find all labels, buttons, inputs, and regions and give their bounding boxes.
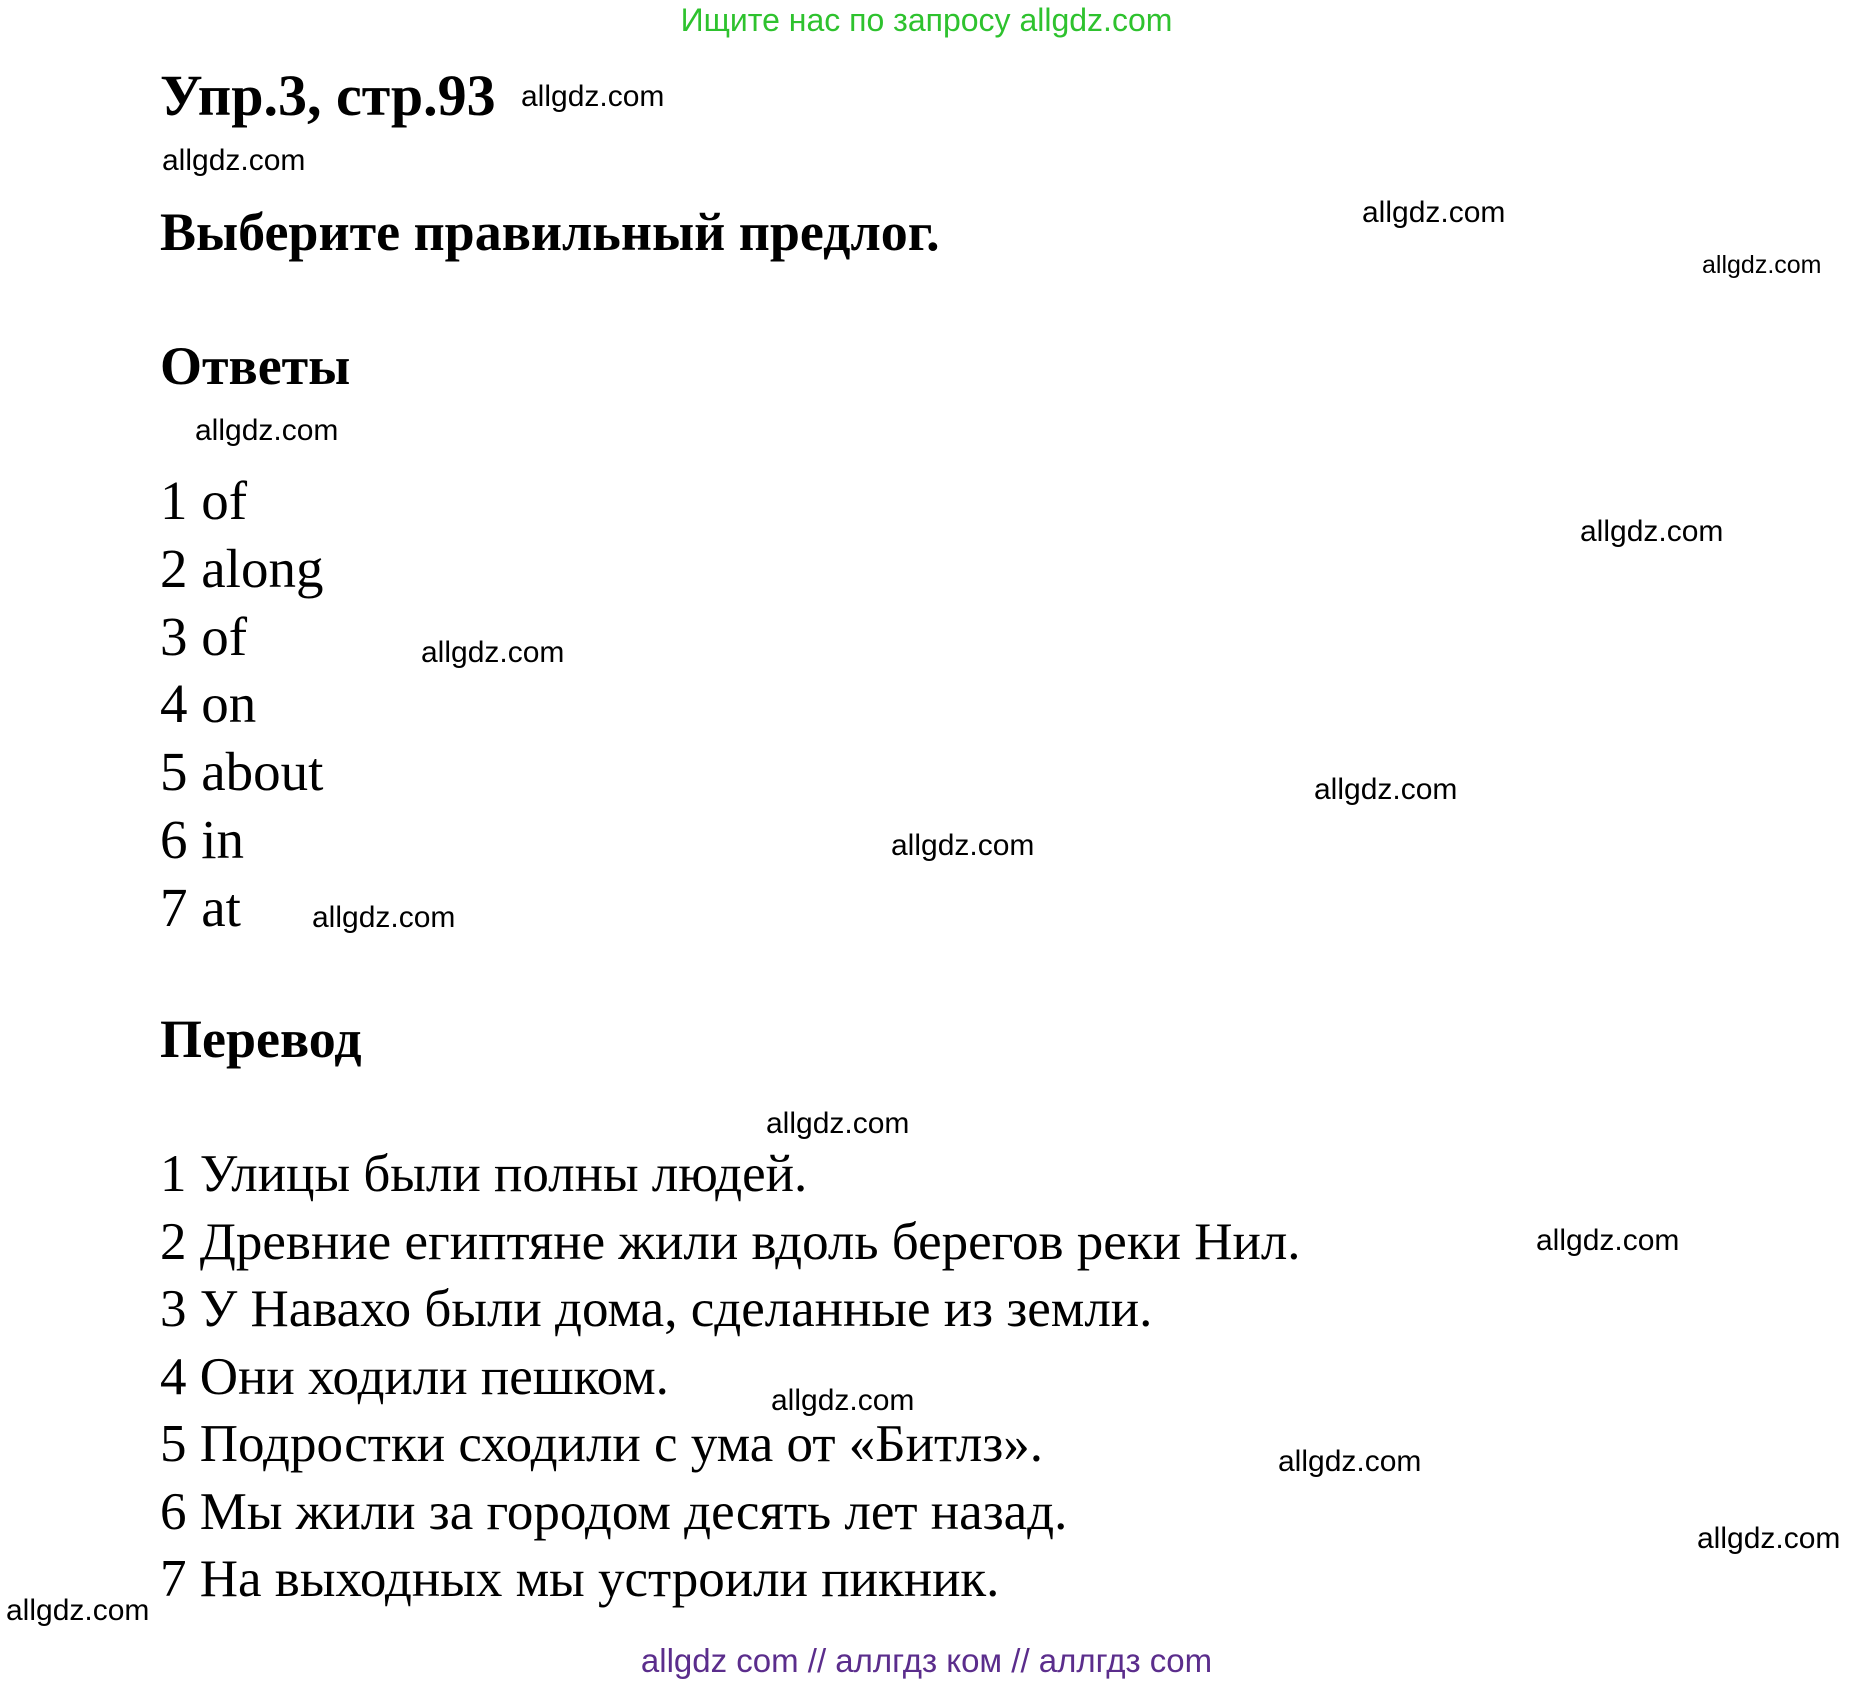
watermark: allgdz.com bbox=[1536, 1224, 1680, 1257]
watermark: allgdz.com bbox=[421, 636, 565, 669]
watermark: allgdz.com bbox=[521, 80, 665, 113]
watermark: allgdz.com bbox=[6, 1594, 150, 1627]
watermark: allgdz.com bbox=[771, 1384, 915, 1417]
watermark: allgdz.com bbox=[891, 829, 1035, 862]
translation-item: 4 Они ходили пешком. bbox=[160, 1347, 669, 1406]
answer-item: 6 in bbox=[160, 808, 245, 870]
translation-item: 7 На выходных мы устроили пикник. bbox=[160, 1550, 1000, 1608]
watermark: allgdz.com bbox=[1702, 251, 1822, 279]
translation-item: 2 Древние египтяне жили вдоль берегов реки Нил. bbox=[160, 1212, 1301, 1271]
answers-list bbox=[160, 467, 323, 942]
translation-item: 5 Подростки сходили с ума от «Битлз». bbox=[160, 1415, 1044, 1473]
top-banner: Ищите нас по запросу allgdz.com bbox=[680, 2, 1173, 38]
watermark: allgdz.com bbox=[312, 901, 456, 934]
translation-item: 3 У Навахо были дома, сделанные из земли. bbox=[160, 1280, 1153, 1338]
translation-item: 6 Мы жили за городом десять лет назад. bbox=[160, 1482, 1068, 1541]
watermark: allgdz.com bbox=[1314, 773, 1458, 806]
footer-banner: allgdz com // аллгдз ком // аллгдз com bbox=[640, 1642, 1213, 1679]
translation-item: 1 Улицы были полны людей. bbox=[160, 1145, 808, 1203]
translation-list bbox=[160, 1141, 1301, 1614]
task-instruction: Выберите правильный предлог. bbox=[160, 202, 940, 262]
answers-heading: Ответы bbox=[160, 336, 351, 396]
watermark: allgdz.com bbox=[1697, 1522, 1841, 1555]
answer-item: 5 about bbox=[160, 741, 324, 803]
answer-item: 3 of bbox=[160, 605, 248, 667]
answer-item: 7 at bbox=[160, 876, 241, 938]
watermark: allgdz.com bbox=[766, 1107, 910, 1140]
watermark: allgdz.com bbox=[195, 414, 339, 447]
watermark: allgdz.com bbox=[1362, 196, 1506, 229]
watermark: allgdz.com bbox=[1580, 515, 1724, 548]
answer-item: 2 along bbox=[160, 537, 324, 599]
watermark: allgdz.com bbox=[162, 144, 306, 177]
answer-item: 1 of bbox=[160, 470, 248, 531]
exercise-title: Упр.3, стр.93 bbox=[160, 63, 496, 128]
answer-item: 4 on bbox=[160, 673, 257, 735]
translation-heading: Перевод bbox=[160, 1009, 362, 1069]
watermark: allgdz.com bbox=[1278, 1445, 1422, 1478]
